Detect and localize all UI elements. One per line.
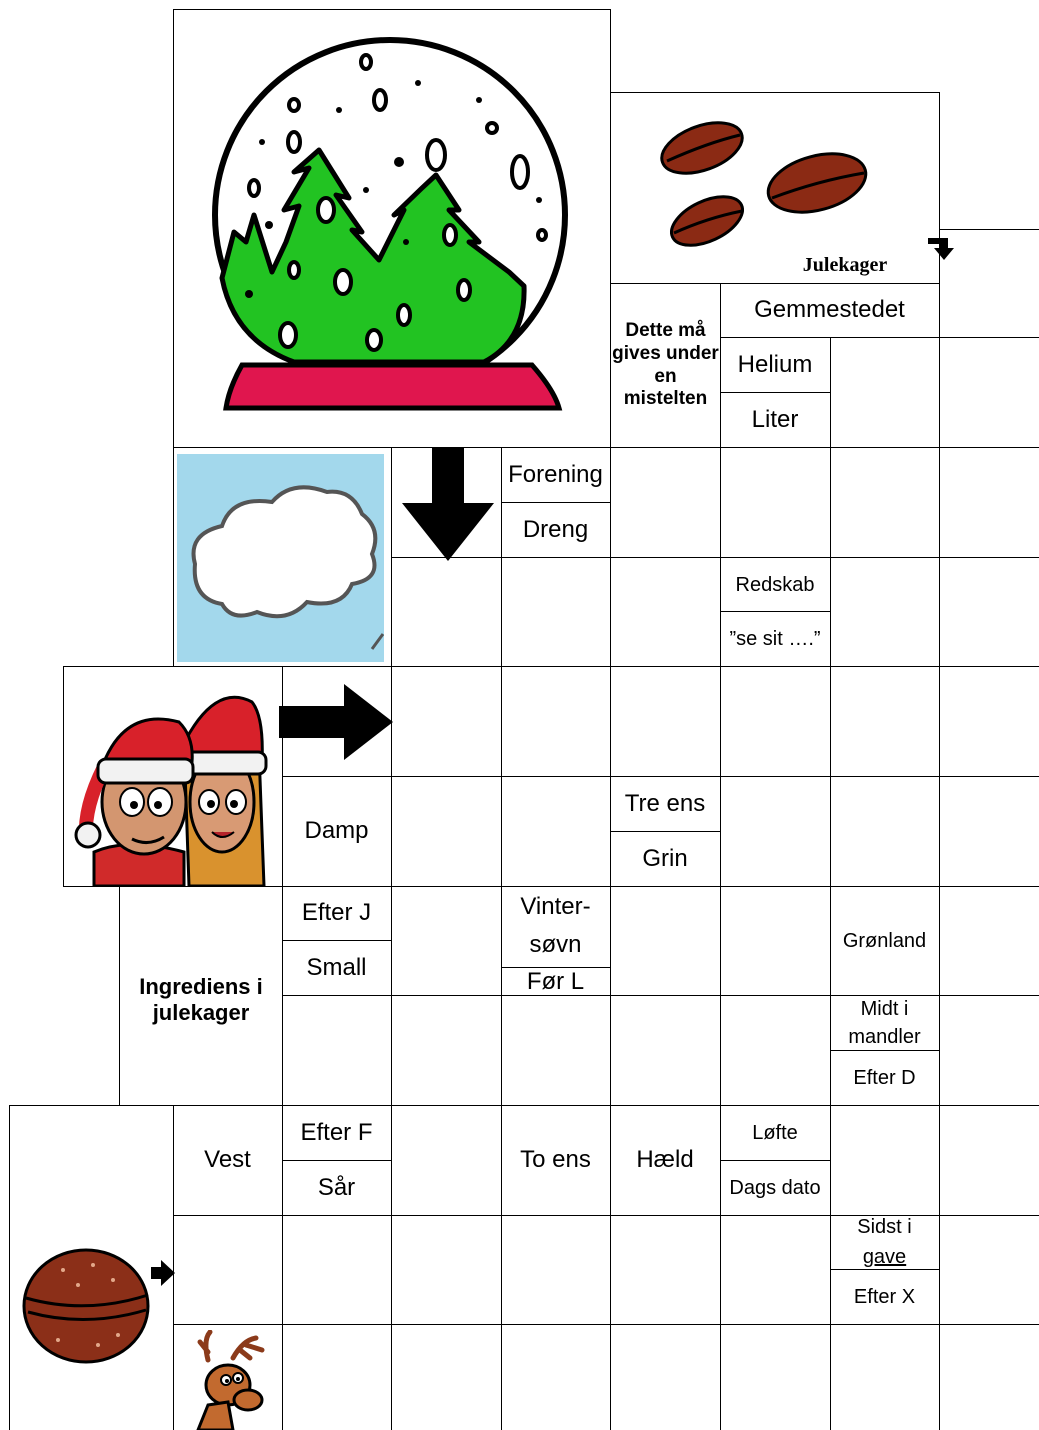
clue-efter-d: Efter D [853, 1067, 916, 1089]
arrow-right-icon [151, 1260, 175, 1286]
clue-tre-ens: Tre ens [624, 789, 706, 817]
clue-foer-l: Før L [526, 967, 585, 995]
snow-globe-icon [174, 10, 610, 447]
clue-grin: Grin [642, 844, 688, 872]
clue-forening: Forening [508, 460, 603, 488]
clue-dags-dato: Dags dato [729, 1177, 821, 1199]
clue-sidst-line2: gave [862, 1246, 907, 1268]
clue-efter-f: Efter F [300, 1118, 373, 1146]
clue-se-sit: ”se sit ….” [729, 628, 821, 650]
arrow-down-icon [926, 236, 960, 262]
clue-midt-line2: mandler [848, 1026, 921, 1048]
santa-couple-icon [64, 667, 282, 886]
clue-ingrediens: Ingrediens i julekager [139, 973, 263, 1025]
clue-to-ens: To ens [520, 1146, 591, 1174]
walnut-icon [18, 1240, 158, 1370]
clue-loefte: Løfte [752, 1122, 798, 1144]
clue-vinter-line2: søvn [529, 930, 582, 958]
clue-groenland: Grønland [842, 930, 927, 952]
clue-liter: Liter [751, 406, 799, 434]
clue-mistelten: Dette må gives under en mistelten [612, 319, 719, 410]
arrow-right-icon [279, 684, 393, 760]
clue-vest: Vest [204, 1146, 251, 1174]
clue-julekager: Julekager [802, 254, 888, 276]
clue-redskab: Redskab [735, 573, 815, 596]
clue-midt-line1: Midt i [860, 998, 909, 1020]
clue-saar: Sår [317, 1173, 356, 1201]
clue-small: Small [306, 953, 367, 981]
reindeer-icon [178, 1330, 278, 1430]
cloud-icon [177, 454, 384, 662]
clue-gemmestedet: Gemmestedet [754, 296, 905, 324]
clue-helium: Helium [737, 350, 813, 378]
clue-haeld: Hæld [636, 1146, 694, 1174]
clue-vinter-line1: Vinter- [520, 892, 591, 920]
clue-efter-j: Efter J [301, 899, 372, 927]
clue-damp: Damp [304, 817, 369, 845]
clue-sidst-line1: Sidst i [857, 1216, 912, 1238]
arrow-down-icon [402, 448, 494, 563]
clue-efter-x: Efter X [853, 1286, 916, 1308]
clue-dreng: Dreng [522, 516, 589, 544]
